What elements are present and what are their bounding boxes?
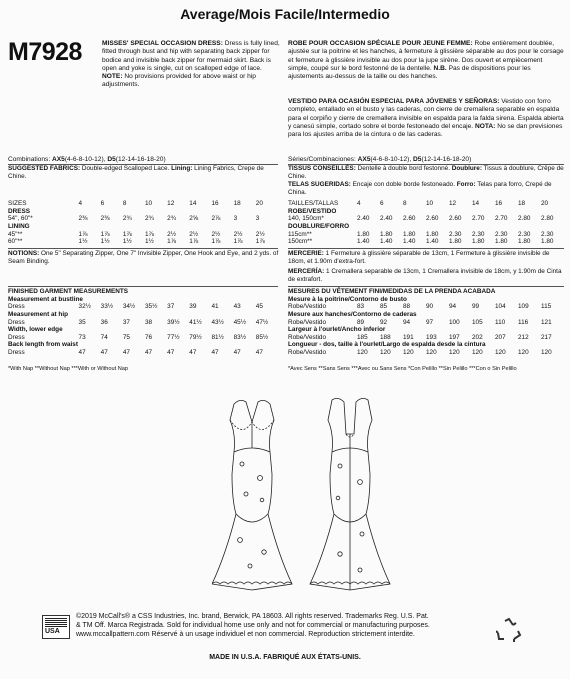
fabrics-fr: TISSUS CONSEILLÉS: Dentelle à double bord festonné. Doublure: Tissus à doublure, Crêpe de Chine. (288, 165, 564, 180)
table-cell: 212 (518, 333, 529, 341)
table-cell: 6 (100, 200, 105, 208)
measurements-table-en (8, 288, 278, 356)
table-cell: 39 (189, 303, 197, 311)
dress-front-drawing (212, 400, 292, 590)
english-body: Dress is fully lined, fitted through bust and hip with separating back zipper for bodice and invisible back zipper for mermaid skirt. Back is open and yoke is single, cut on scalloped edge of lace. (102, 40, 280, 72)
table-cell: 120 (403, 349, 414, 357)
divider (8, 286, 278, 287)
table-cell: 81½ (211, 333, 224, 341)
table-cell: 2.30 (449, 230, 462, 238)
table-cell: 2¾ (167, 215, 177, 223)
table-cell: 14 (472, 200, 480, 208)
table-cell: Robe/Vestido (288, 318, 327, 326)
table-row (8, 341, 278, 349)
table-cell: 83½ (233, 333, 247, 341)
table-cell: 1⅞ (255, 238, 265, 246)
table-cell: 2.80 (518, 215, 531, 223)
difficulty-heading: Average/Mois Facile/Intermedio (180, 6, 390, 22)
table-cell: 185 (357, 333, 368, 341)
table-cell: 2.70 (495, 215, 508, 223)
table-cell: 41 (211, 303, 219, 311)
table-cell: 1.80 (518, 238, 531, 246)
table-cell: 110 (495, 318, 506, 326)
table-cell: 1⅞ (167, 238, 177, 246)
table-cell: 1⅞ (122, 230, 132, 238)
table-cell: 35½ (144, 303, 158, 311)
table-row (288, 208, 564, 216)
table-cell: 85½ (255, 333, 269, 341)
table-row (8, 349, 278, 357)
table-cell: 1½ (100, 238, 110, 246)
table-row (8, 303, 278, 311)
pattern-number: M7928 (8, 38, 82, 66)
table-cell: 60"** (8, 238, 23, 246)
made-in-notice: MADE IN U.S.A. FABRIQUÉ AUX ÉTATS-UNIS. (209, 654, 361, 661)
table-cell: 1½ (144, 238, 154, 246)
table-cell: 10 (426, 200, 434, 208)
table-cell: 120 (357, 349, 368, 357)
table-cell: 2⅜ (100, 215, 110, 223)
table-cell: 92 (380, 318, 388, 326)
table-cell: 73 (78, 333, 86, 341)
table-cell: 2.40 (357, 215, 370, 223)
table-cell: 8 (122, 200, 127, 208)
table-cell: 89 (357, 318, 365, 326)
table-cell: 14 (189, 200, 197, 208)
table-cell: 1⅞ (189, 238, 199, 246)
divider (8, 248, 278, 249)
english-title: MISSES' SPECIAL OCCASION DRESS: (102, 40, 223, 47)
table-cell: 2½ (189, 230, 199, 238)
nap-legend-fr: *Avec Sens **Sans Sens ***Avec ou Sans Sens *Con Pelillo **Sin Pelillo ***Con o Sin Pelillo (288, 366, 517, 372)
notions-es: MERCERÍA: 1 Cremallera separable de 13cm, 1 Cremallera invisible de 18cm, y 1.90m de Cinta de extrafort. (288, 268, 562, 283)
table-row (288, 349, 564, 357)
table-cell: 120 (472, 349, 483, 357)
table-cell: 76 (144, 333, 153, 341)
table-cell: 47 (167, 349, 175, 357)
spanish-description (288, 98, 564, 139)
french-body: Robe entièrement doublée, ajustée sur la poitrine et les hanches, à fermeture à glissière séparable au dos pour le corsage et fermeture à glissière invisible au dos pour la jupe sirène. Dos ouvert et empiècement simple, coupé sur le bord festonné de la dentelle. (288, 40, 564, 72)
table-cell: 121 (541, 318, 552, 326)
table-cell: 77½ (167, 333, 180, 341)
table-cell: Back length from waist (8, 341, 78, 349)
table-cell: 191 (403, 333, 414, 341)
table-cell: 217 (541, 333, 552, 341)
table-cell: 3 (233, 215, 238, 223)
table-cell: 1⅞ (144, 230, 154, 238)
table-cell: 1.40 (357, 238, 370, 246)
table-cell: Longueur - dos, taille à l'ourlet/Largo de espalda desde la cintura (288, 341, 486, 349)
table-cell: 2⅜ (78, 215, 88, 223)
table-cell: 1½ (122, 238, 132, 246)
table-cell (357, 223, 564, 231)
table-cell: 2.30 (472, 230, 485, 238)
table-cell: 47 (144, 349, 153, 357)
table-row (288, 230, 564, 238)
table-cell: 2½ (211, 230, 221, 238)
table-cell: 100 (449, 318, 460, 326)
spanish-note-label: NOTA: (474, 122, 496, 130)
table-cell: 39½ (167, 318, 180, 326)
table-cell: Robe/Vestido (288, 349, 327, 357)
notions-fr: MERCERIE: 1 Fermeture à glissière séparable de 13cm, 1 Fermeture à glissière invisible de 18cm, et 1.90m d'extra-fort. (288, 250, 550, 265)
table-cell: 2.70 (472, 215, 485, 223)
table-cell: 1⅞ (211, 238, 221, 246)
table-cell: 47½ (255, 318, 269, 326)
table-cell: Dress (8, 318, 25, 326)
table-row (8, 296, 278, 304)
table-cell: 94 (449, 303, 457, 311)
french-title: ROBE POUR OCCASION SPÉCIALE POUR JEUNE FEMME: (288, 40, 473, 47)
table-cell: 120 (518, 349, 529, 357)
spanish-note: No se dan previsiones para los ajustes arriba de la cintura o de las caderas. (288, 122, 563, 139)
table-cell: 1½ (78, 238, 88, 246)
table-cell: DOUBLURE/FORRO (288, 223, 350, 231)
table-row (8, 334, 278, 342)
table-cell: 2½ (167, 230, 177, 238)
english-note-label: NOTE: (102, 73, 123, 81)
table-cell: Robe/Vestido (288, 333, 327, 341)
combinations-fr: Séries/Combinaciones: AX5(4-6-8-10-12), D5(12-14-16-18-20) (288, 156, 472, 163)
divider (288, 248, 564, 249)
table-cell: 4 (78, 200, 83, 208)
table-row (8, 326, 278, 334)
yardage-table-fr (288, 200, 564, 246)
table-row (8, 238, 278, 246)
table-row (8, 208, 278, 216)
table-cell: Largeur à l'ourlet/Ancho inferior (288, 326, 386, 334)
fabrics-en: SUGGESTED FABRICS: Double-edged Scalloped Lace. Lining: Lining Fabrics, Crepe de Chine. (8, 165, 264, 180)
table-cell: 20 (541, 200, 549, 208)
table-cell: 36 (100, 318, 108, 326)
table-row (288, 296, 564, 304)
table-cell: Dress (8, 303, 25, 311)
fabrics-es: TELAS SUGERIDAS: Encaje con doble borde festoneado. Forro: Telas para forro, Crepé de China. (288, 181, 552, 196)
table-cell: 4 (357, 200, 361, 208)
table-cell: 2½ (255, 230, 265, 238)
table-row (8, 311, 278, 319)
copyright-notice: ©2019 McCall's® a CSS Industries, Inc. brand, Berwick, PA 18603. All rights reserved. Trademarks Reg. U.S. Pat. & TM Off. Marca Registrada. Sold for individual home use only and not for commercial or manufacturing purposes. www.mccallpattern.com Réservé à un usage individuel et non commercial. Reproduction strictement interdite. (76, 613, 430, 638)
table-cell: 38 (144, 318, 153, 326)
french-nb: Pas de dispositions pour les ajustements au-dessus de la taille ou des hanches. (288, 64, 531, 81)
table-cell: 6 (380, 200, 384, 208)
table-cell: 33½ (100, 303, 114, 311)
table-cell: 97 (426, 318, 434, 326)
table-row (288, 334, 564, 342)
table-cell: 109 (518, 303, 529, 311)
table-cell: 47 (78, 349, 86, 357)
table-row (288, 303, 564, 311)
table-cell: 1.80 (449, 238, 462, 246)
table-cell: 1.80 (495, 238, 508, 246)
table-cell: 2½ (233, 230, 243, 238)
table-cell: 20 (255, 200, 263, 208)
table-cell: 2⅝ (189, 215, 199, 223)
table-cell: 120 (449, 349, 460, 357)
table-cell: 18 (233, 200, 241, 208)
table-row (8, 215, 278, 223)
table-cell: 16 (495, 200, 503, 208)
table-cell: 1.80 (541, 238, 554, 246)
measurements-table-fr (288, 288, 564, 356)
table-cell: 1.80 (426, 230, 439, 238)
table-cell: Robe/Vestido (288, 303, 327, 311)
table-row (8, 230, 278, 238)
table-cell: LINING (8, 223, 30, 231)
table-cell: 1.80 (472, 238, 485, 246)
table-cell: 2¾ (144, 215, 154, 223)
table-cell: 47 (211, 349, 219, 357)
divider (288, 286, 564, 287)
table-row (288, 288, 564, 296)
table-row (8, 288, 278, 296)
table-cell: ROBE/VESTIDO (288, 207, 337, 215)
table-cell: 2.60 (449, 215, 462, 223)
recycle-icon (496, 617, 522, 643)
spanish-body: Vestido con forro completo, entallado en el busto y las caderas, con cierre de cremallera separable en espalda para el corpiño y cierre de cremallera invisible en espalda para la falda sirena. Espalda abierta y canesú simple, cortado sobre el borde festoneado del encaje. (288, 98, 564, 130)
table-cell: TAILLES/TALLAS (288, 200, 339, 208)
dress-back-drawing (310, 398, 390, 590)
french-description (288, 40, 564, 81)
table-row (8, 318, 278, 326)
table-cell: 54", 60"* (8, 215, 33, 223)
table-cell: 37 (122, 318, 130, 326)
table-cell: 85 (380, 303, 388, 311)
table-cell: 2.30 (495, 230, 508, 238)
table-cell: 188 (380, 333, 391, 341)
table-cell: 41½ (189, 318, 202, 326)
table-cell: 74 (100, 333, 108, 341)
table-cell: 35 (78, 318, 86, 326)
table-cell: Mesure à la poitrine/Contorno de busto (288, 295, 407, 303)
table-cell: 120 (380, 349, 391, 357)
table-cell: 16 (211, 200, 219, 208)
table-cell: 43 (233, 303, 241, 311)
table-cell: 47 (122, 349, 130, 357)
table-cell: 99 (472, 303, 480, 311)
table-cell: 32½ (78, 303, 91, 311)
table-cell: 105 (472, 318, 483, 326)
table-cell: MESURES DU VÊTEMENT FINI/MEDIDAS DE LA PRENDA ACABADA (288, 288, 496, 296)
table-cell: 2⅞ (211, 215, 221, 223)
table-cell: 83 (357, 303, 365, 311)
table-cell: 12 (449, 200, 457, 208)
table-cell: 2¾ (122, 215, 132, 223)
table-row (8, 223, 278, 231)
table-cell: 37 (167, 303, 175, 311)
table-row (288, 341, 564, 349)
table-row (288, 215, 564, 223)
table-cell: 1.80 (380, 230, 393, 238)
table-cell: 47 (189, 349, 197, 357)
table-cell: 202 (472, 333, 483, 341)
table-cell: 3 (255, 215, 260, 223)
table-cell: 1.80 (357, 230, 370, 238)
table-cell: 140, 150cm* (288, 215, 324, 223)
table-cell: 2.60 (426, 215, 439, 223)
table-cell: Mesure aux hanches/Contorno de caderas (288, 311, 417, 319)
spanish-title: VESTIDO PARA OCASIÓN ESPECIAL PARA JÓVENES Y SEÑORAS: (288, 98, 500, 105)
table-cell: DRESS (8, 207, 31, 215)
table-cell: 2.30 (518, 230, 531, 238)
table-cell: 120 (541, 349, 552, 357)
table-cell: 150cm** (288, 238, 313, 246)
table-cell: 10 (144, 200, 153, 208)
notions-en: NOTIONS: One 5" Separating Zipper, One 7" Invisible Zipper, One Hook and Eye, and 2 yds. of Seam Binding. (8, 250, 279, 265)
table-row (288, 200, 564, 208)
table-cell: 45½ (233, 318, 247, 326)
table-cell: 120 (495, 349, 506, 357)
table-cell: 197 (449, 333, 460, 341)
table-cell: 18 (518, 200, 526, 208)
table-row (288, 238, 564, 246)
table-cell: 104 (495, 303, 506, 311)
table-cell: 115 (541, 303, 552, 311)
table-cell: SIZES (8, 200, 27, 208)
table-cell (79, 208, 278, 216)
table-cell: 45"** (8, 230, 23, 238)
table-cell: 1.80 (403, 230, 416, 238)
table-cell: 45 (255, 303, 263, 311)
table-cell: 2.40 (380, 215, 393, 223)
table-cell: 193 (426, 333, 437, 341)
nap-legend-en: *With Nap **Without Nap ***With or Without Nap (8, 366, 129, 372)
table-cell: Dress (8, 333, 25, 341)
table-cell: 1.40 (380, 238, 393, 246)
table-cell: 47 (100, 349, 108, 357)
table-cell: Dress (8, 349, 25, 357)
table-row (288, 318, 564, 326)
table-cell: FINISHED GARMENT MEASUREMENTS (8, 288, 129, 296)
table-cell: 90 (426, 303, 434, 311)
table-cell: 75 (122, 333, 130, 341)
table-cell (79, 223, 278, 231)
table-cell: 47 (255, 349, 263, 357)
table-cell: 47 (233, 349, 241, 357)
dress-technical-drawings (212, 394, 392, 594)
table-cell: 2.80 (541, 215, 554, 223)
table-cell: 12 (167, 200, 175, 208)
table-cell: 2.60 (403, 215, 416, 223)
table-cell: 115cm** (288, 230, 312, 238)
table-cell: 94 (403, 318, 411, 326)
french-nb-label: N.B. (433, 64, 447, 72)
table-row (288, 223, 564, 231)
english-note: No provisions provided for above waist or hip adjustments. (102, 73, 256, 89)
table-cell: 79½ (189, 333, 202, 341)
table-cell: 34½ (122, 303, 136, 311)
table-cell: 43½ (211, 318, 224, 326)
table-row (8, 200, 278, 208)
table-cell: 88 (403, 303, 411, 311)
table-cell: 1.40 (403, 238, 416, 246)
table-row (288, 311, 564, 319)
table-cell: 116 (518, 318, 529, 326)
table-row (288, 326, 564, 334)
yardage-table-en (8, 200, 278, 246)
table-cell: Measurement at bustline (8, 295, 83, 303)
table-cell: Width, lower edge (8, 326, 63, 334)
table-cell: 2.30 (541, 230, 554, 238)
table-cell: 1⅞ (100, 230, 110, 238)
table-cell: 207 (495, 333, 506, 341)
table-cell (357, 208, 564, 216)
table-cell: 1⅞ (78, 230, 88, 238)
table-cell: Measurement at hip (8, 311, 69, 319)
table-cell: 120 (426, 349, 437, 357)
table-cell: 1⅞ (233, 238, 243, 246)
combinations-en: Combinations: AX5(4-6-8-10-12), D5(12-14-16-18-20) (8, 156, 166, 163)
table-cell: 1.40 (426, 238, 439, 246)
english-description (102, 40, 282, 90)
usa-flag-icon: USA (42, 615, 70, 639)
table-cell: 8 (403, 200, 407, 208)
